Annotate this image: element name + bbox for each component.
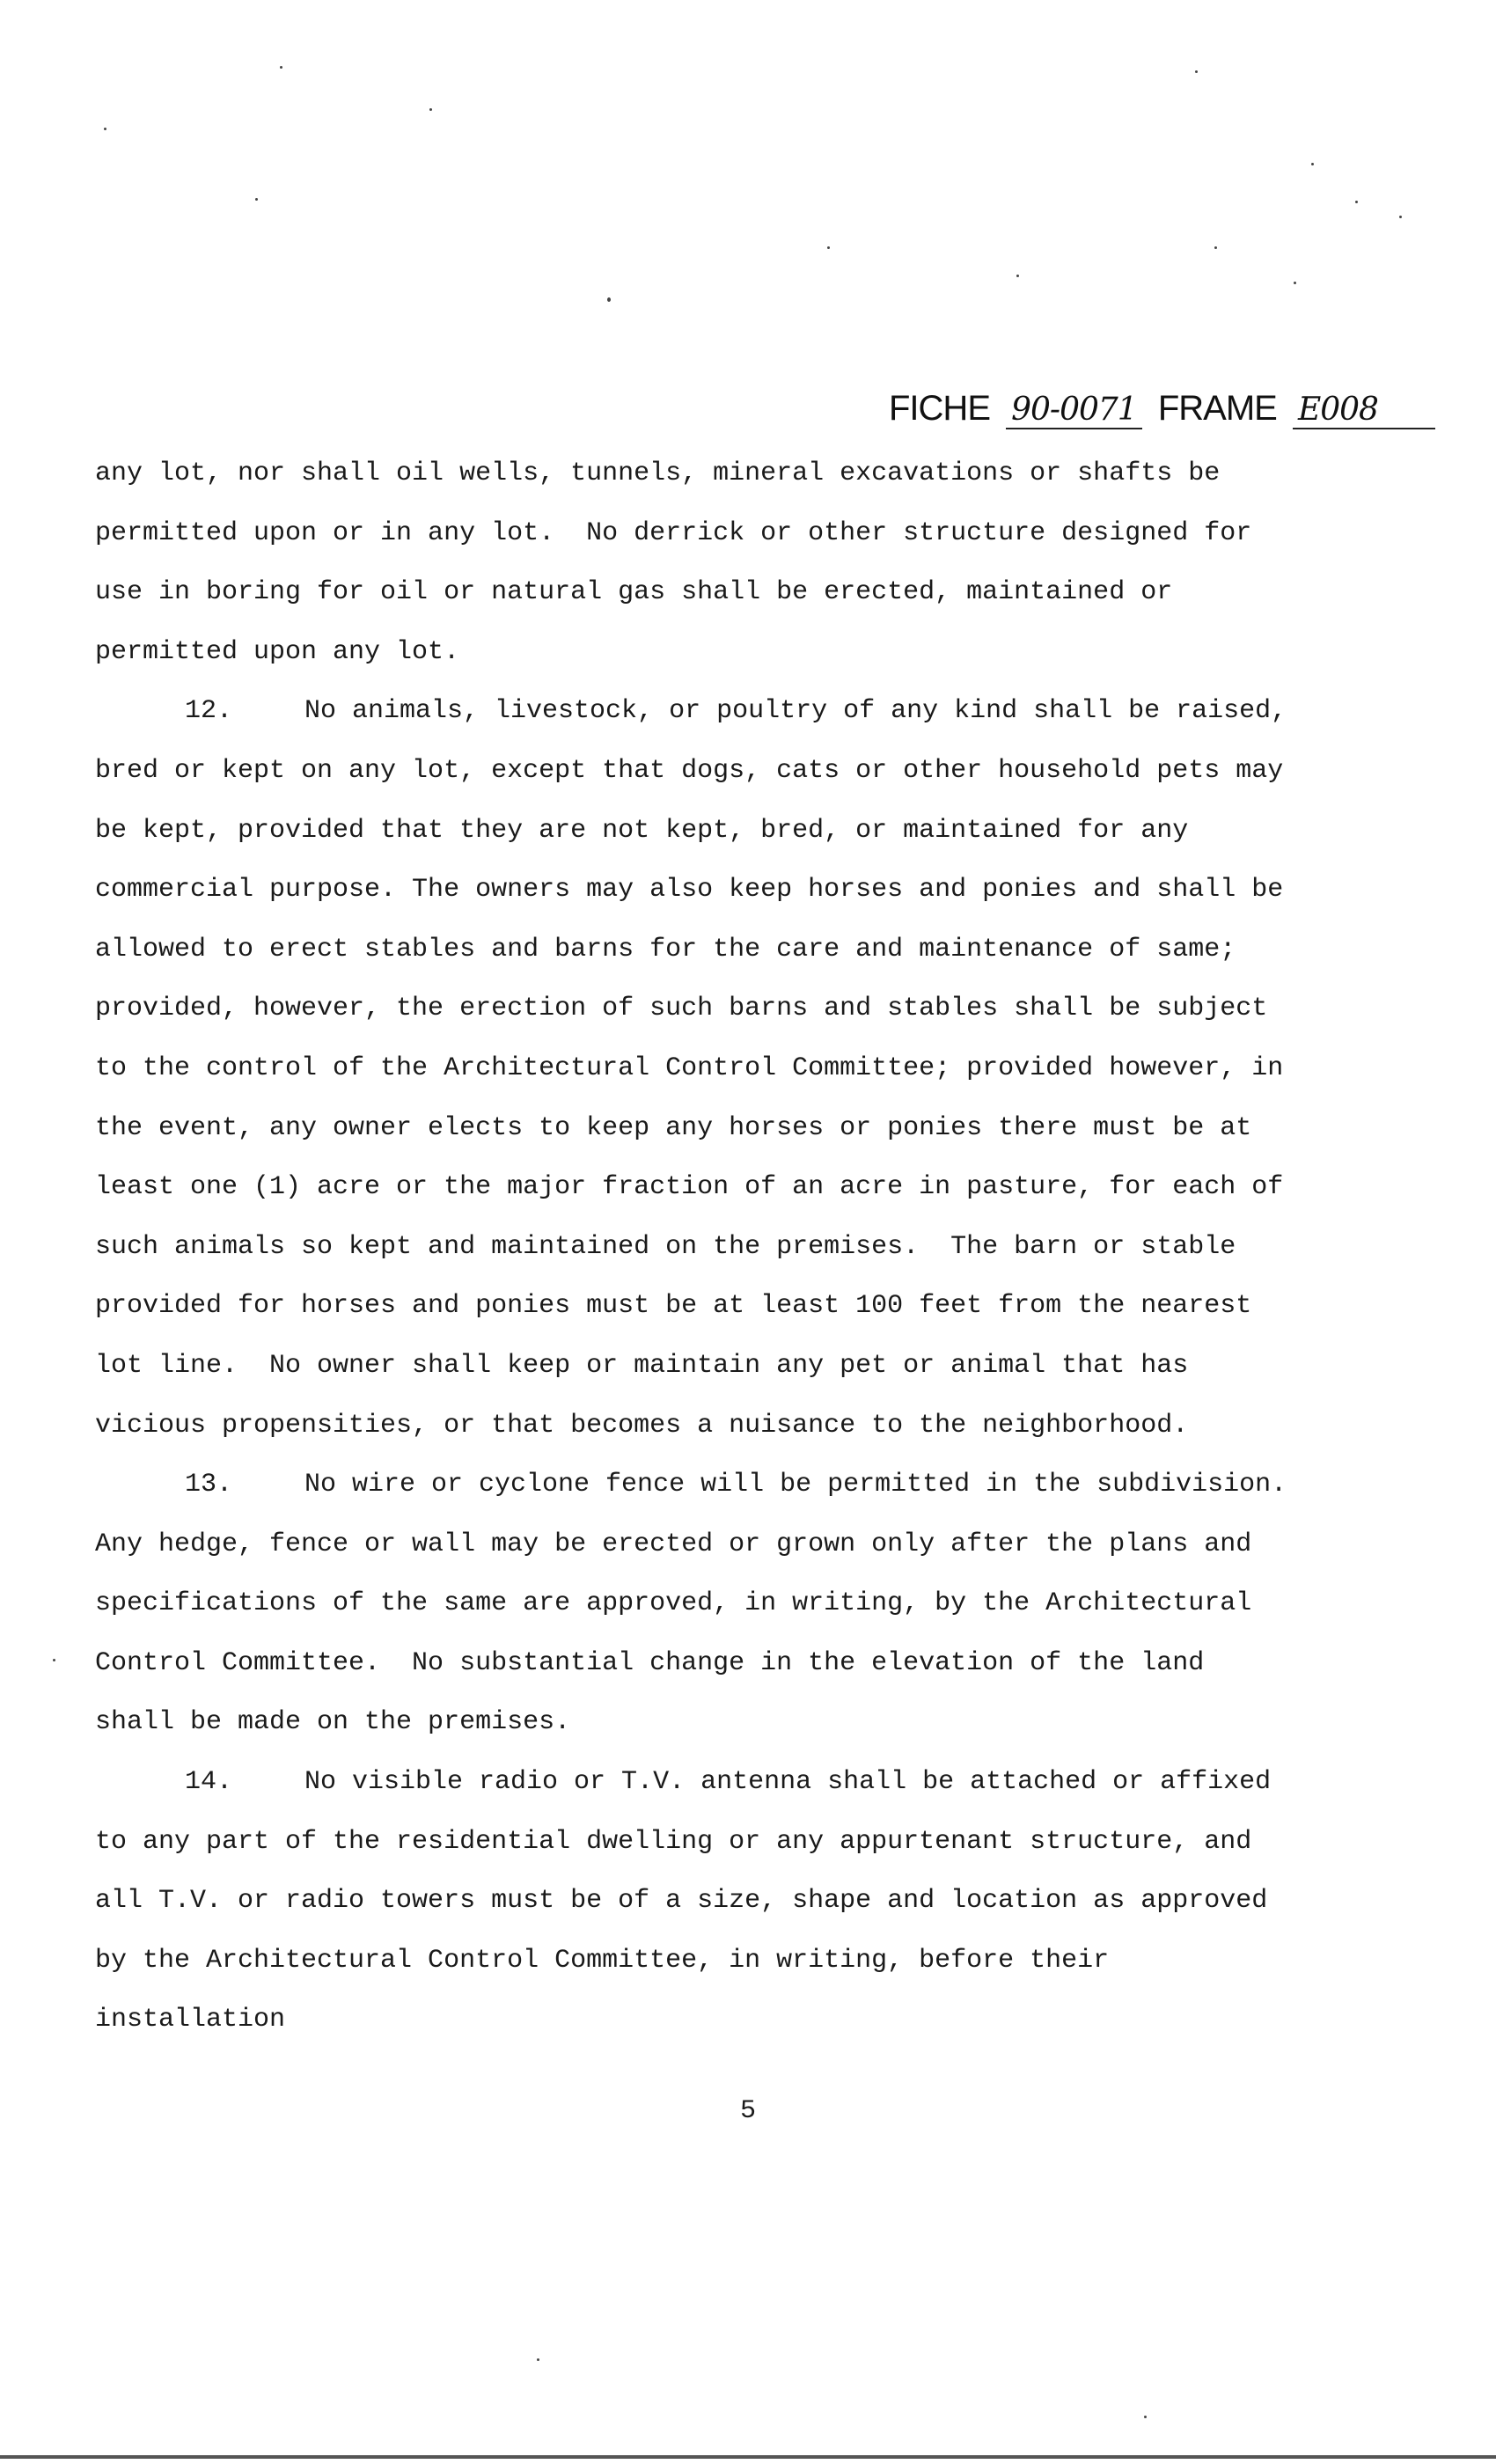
text-line: to any part of the residential dwelling or any appurtenant structure, and [95, 1826, 1252, 1857]
scan-speck [429, 108, 432, 111]
text-line: such animals so kept and maintained on the premises. The barn or stable [95, 1231, 1236, 1262]
scan-speck [537, 2358, 539, 2361]
paragraph-first-line [95, 1456, 1450, 1515]
text-line: by the Architectural Control Committee, in writing, before their [95, 1945, 1110, 1976]
scan-speck [1355, 201, 1358, 203]
text-line: to the control of the Architectural Control Committee; provided however, in [95, 1052, 1284, 1083]
text-line: provided for horses and ponies must be at least 100 feet from the nearest [95, 1291, 1252, 1322]
frame-label: FRAME [1157, 389, 1277, 428]
paragraph-number: 12. [185, 696, 233, 727]
continued-paragraph [95, 444, 1450, 682]
paragraph-12 [95, 682, 1450, 1456]
text-line: all T.V. or radio towers must be of a size, shape and location as approved [95, 1886, 1268, 1917]
text-line: use in boring for oil or natural gas shall be erected, maintained or [95, 577, 1173, 608]
scan-speck [53, 1659, 55, 1661]
scan-speck [104, 128, 106, 130]
scan-speck [827, 246, 830, 249]
scan-speck [1294, 282, 1296, 284]
text-line: installation [95, 2005, 286, 2035]
document-body [95, 444, 1450, 2050]
scan-speck [607, 297, 611, 302]
text-line: be kept, provided that they are not kept, bred, or maintained for any [95, 815, 1189, 846]
text-line: any lot, nor shall oil wells, tunnels, mineral excavations or shafts be [95, 458, 1221, 488]
text-line: allowed to erect stables and barns for the care and maintenance of same; [95, 934, 1236, 964]
page-number: 5 [739, 2096, 756, 2126]
paragraph-first-line [95, 1753, 1450, 1813]
paragraph-14 [95, 1753, 1450, 2050]
scan-speck [1311, 163, 1314, 165]
text-line: lot line. No owner shall keep or maintain any pet or animal that has [95, 1350, 1189, 1381]
scan-speck [280, 66, 282, 69]
scan-speck [1016, 275, 1019, 277]
text-line: permitted upon any lot. [95, 636, 460, 667]
paragraph-number: 14. [185, 1767, 233, 1798]
text-line: No animals, livestock, or poultry of any kind shall be raised, [304, 696, 1287, 727]
scan-speck [1214, 246, 1217, 249]
fiche-frame-stamp [889, 389, 1442, 429]
text-line: least one (1) acre or the major fraction of an acre in pasture, for each of [95, 1172, 1284, 1203]
fiche-label: FICHE [889, 389, 990, 428]
text-line: specifications of the same are approved, in writing, by the Architectural [95, 1588, 1252, 1619]
fiche-number: 90-0071 [1006, 392, 1142, 429]
scan-speck [1195, 70, 1198, 73]
text-line: Any hedge, fence or wall may be erected or grown only after the plans and [95, 1529, 1252, 1559]
page-bottom-edge [0, 2455, 1496, 2459]
text-line: shall be made on the premises. [95, 1707, 571, 1738]
paragraph-13 [95, 1456, 1450, 1753]
scan-speck [255, 198, 258, 201]
text-line: bred or kept on any lot, except that dogs, cats or other household pets may [95, 755, 1284, 786]
scan-speck [1144, 2416, 1147, 2418]
text-line: No visible radio or T.V. antenna shall be attached or affixed [304, 1767, 1272, 1798]
frame-number: E008 [1293, 392, 1435, 429]
text-line: No wire or cyclone fence will be permitted in the subdivision. [304, 1470, 1287, 1500]
text-line: Control Committee. No substantial change in the elevation of the land [95, 1647, 1205, 1678]
text-line: the event, any owner elects to keep any horses or ponies there must be at [95, 1112, 1252, 1143]
scan-speck [1399, 216, 1402, 218]
paragraph-first-line [95, 682, 1450, 742]
text-line: commercial purpose. The owners may also keep horses and ponies and shall be [95, 875, 1284, 906]
paragraph-number: 13. [185, 1470, 233, 1500]
text-line: provided, however, the erection of such barns and stables shall be subject [95, 994, 1268, 1024]
text-line: vicious propensities, or that becomes a nuisance to the neighborhood. [95, 1410, 1189, 1441]
text-line: permitted upon or in any lot. No derrick or other structure designed for [95, 517, 1252, 548]
